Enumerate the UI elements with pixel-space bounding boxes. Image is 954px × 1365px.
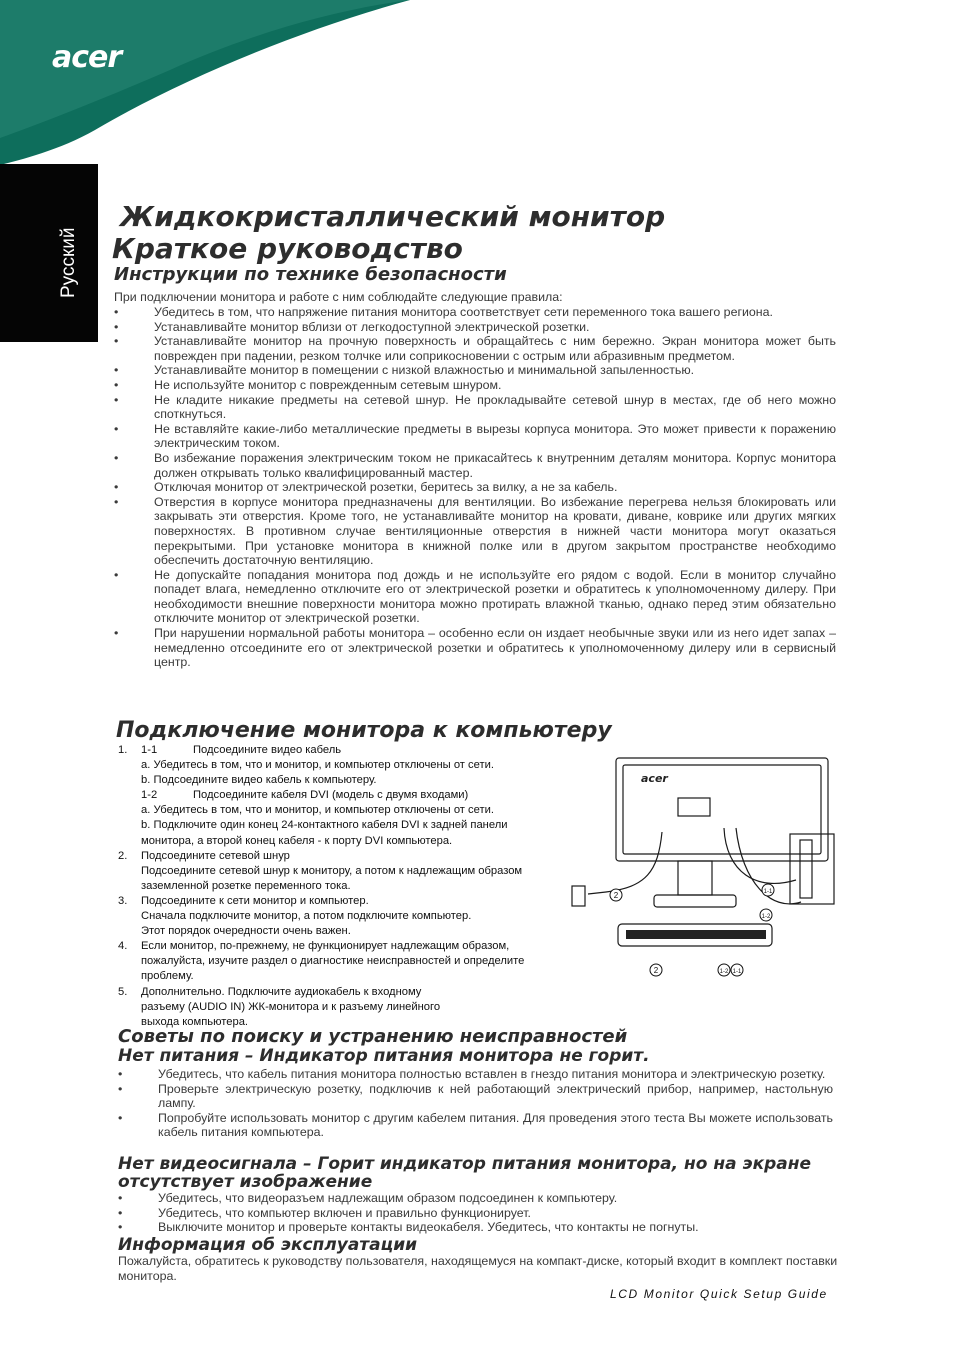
step-text: Подсоедините сетевой шнур к монитору, а потом к надлежащим образом bbox=[141, 864, 523, 877]
monitor-logo: acer bbox=[641, 772, 668, 785]
list-item-text: Убедитесь, что компьютер включен и правильно функционирует. bbox=[158, 1205, 531, 1220]
safety-list bbox=[114, 305, 836, 670]
list-item bbox=[114, 568, 836, 626]
bullet-icon: • bbox=[114, 450, 119, 465]
list-item-text: Отверстия в корпусе монитора предназначены для вентиляции. Во избежание перегрева нельзя блокировать или закрывать эти отверстия. Кроме того, не устанавливайте монитор на кровати, диване, коврике или других мягких поверхностях. В противном случае вентиляционные отверстия в нижней части монитора могут оказаться перекрытыми. При установке монитора в книжной полке или в другом закрытом пространстве необходимо обеспечить достаточную вентиляцию. bbox=[154, 494, 836, 568]
list-item-text: Не кладите никакие предметы на сетевой шнур. Не прокладывайте сетевой шнур в местах, где об него можно споткнуться. bbox=[154, 392, 836, 422]
safety-intro: При подключении монитора и работе с ним соблюдайте следующие правила: bbox=[114, 290, 563, 304]
callout-dvi-bottom: 1-2 bbox=[719, 969, 729, 975]
step-text: a. Убедитесь в том, что и монитор, и компьютер отключены от сети. bbox=[141, 759, 494, 772]
step-number: 3. bbox=[118, 894, 128, 907]
step-line bbox=[118, 818, 568, 833]
step-line bbox=[118, 879, 568, 894]
list-item bbox=[118, 1191, 833, 1206]
no-video-heading-line2: отсутствует изображение bbox=[118, 1172, 373, 1192]
list-item bbox=[118, 1220, 833, 1235]
step-line bbox=[118, 834, 568, 849]
vga-cable bbox=[724, 828, 796, 883]
bullet-icon: • bbox=[114, 319, 119, 334]
step-line bbox=[118, 849, 568, 864]
bullet-icon: • bbox=[118, 1110, 123, 1125]
step-line bbox=[118, 985, 568, 1000]
step-text: Сначала подключите монитор, а потом подключите компьютер. bbox=[141, 910, 472, 923]
list-item bbox=[118, 1111, 833, 1140]
step-line bbox=[118, 969, 568, 984]
step-line bbox=[118, 803, 568, 818]
operation-info-text: Пожалуйста, обратитесь к руководству пользователя, находящемуся на компакт-диске, который входит в комплект поставки монитора. bbox=[118, 1254, 838, 1283]
step-text: пожалуйста, изучите раздел о диагностике неисправностей и определите bbox=[141, 955, 525, 968]
step-text: проблему. bbox=[141, 970, 194, 983]
list-item bbox=[114, 480, 836, 495]
callout-vga-bottom: 1-1 bbox=[732, 969, 742, 975]
list-item bbox=[114, 320, 836, 335]
bullet-icon: • bbox=[118, 1067, 123, 1081]
bullet-icon: • bbox=[114, 334, 119, 349]
list-item bbox=[114, 422, 836, 451]
bullet-icon: • bbox=[114, 494, 119, 509]
bullet-icon: • bbox=[114, 392, 119, 407]
bullet-icon: • bbox=[114, 626, 119, 641]
list-item bbox=[114, 378, 836, 393]
step-text: Подсоедините сетевой шнур bbox=[141, 849, 290, 862]
list-item-text: Не допускайте попадания монитора под дождь и не используйте его рядом с водой. Если в монитор случайно попадет влага, немедленно отключите его от электрической розетки и обратитесь к уполномоченному дилеру. При необходимости внешние поверхности монитора можно протирать влажной тканью, однако перед этим обязательно отключите монитор от электрической розетки. bbox=[154, 567, 836, 626]
step-text: Подсоедините к сети монитор и компьютер. bbox=[141, 894, 369, 907]
list-item-text: Устанавливайте монитор на прочную поверхность и обращайтесь с ним бережно. Экран монитора может быть поврежден при падении, резком толчке или соприкосновении с острым или абразивным предметом. bbox=[154, 334, 836, 363]
list-item-text: Устанавливайте монитор вблизи от легкодоступной электрической розетки. bbox=[154, 319, 590, 334]
list-item-text: Убедитесь, что кабель питания монитора полностью вставлен в гнездо питания монитора и электрическую розетку. bbox=[158, 1067, 826, 1081]
monitor-label-plate bbox=[678, 798, 710, 816]
bullet-icon: • bbox=[118, 1191, 123, 1205]
list-item bbox=[118, 1067, 833, 1082]
list-item bbox=[114, 495, 836, 568]
step-text: b. Подключите один конец 24-контактного кабеля DVI к задней панели bbox=[141, 819, 508, 832]
callout-dvi: 1-2 bbox=[761, 914, 771, 920]
power-cable bbox=[588, 832, 662, 894]
list-item bbox=[114, 626, 836, 670]
no-power-heading: Нет питания – Индикатор питания монитора не горит. bbox=[118, 1046, 650, 1066]
callout-power: 2 bbox=[613, 891, 619, 900]
step-line bbox=[118, 773, 568, 788]
connection-diagram bbox=[566, 752, 846, 982]
troubleshooting-heading: Советы по поиску и устранению неисправностей bbox=[118, 1026, 628, 1047]
connect-heading: Подключение монитора к компьютеру bbox=[116, 718, 612, 743]
list-item bbox=[114, 363, 836, 378]
list-item-text: Отключая монитор от электрической розетки, беритесь за вилку, а не за кабель. bbox=[154, 480, 618, 495]
wall-outlet bbox=[572, 886, 585, 906]
header-banner bbox=[0, 0, 954, 170]
step-line bbox=[118, 1000, 568, 1015]
step-sub-code: 1-2 bbox=[141, 789, 158, 802]
monitor-bottom-strip bbox=[626, 930, 766, 939]
step-line bbox=[118, 758, 568, 773]
list-item-text: Устанавливайте монитор в помещении с низкой влажностью и минимальной запыленностью. bbox=[154, 363, 695, 378]
step-text: Подсоедините кабеля DVI (модель с двумя входами) bbox=[193, 789, 469, 802]
pc-side-panel bbox=[800, 840, 812, 898]
step-line bbox=[118, 924, 568, 939]
list-item-text: Проверьте электрическую розетку, подключив к ней работающий электрический прибор, например, настольную лампу. bbox=[158, 1081, 833, 1111]
list-item bbox=[118, 1206, 833, 1221]
list-item-text: При нарушении нормальной работы монитора – особенно если он издает необычные звуки или из него идет запах – немедленно отсоедините его от электрической розетки и обратитесь к уполномоченному дилеру или в сервисный центр. bbox=[154, 626, 836, 670]
step-text: заземленной розетке переменного тока. bbox=[141, 879, 351, 892]
list-item-text: Выключите монитор и проверьте контакты видеокабеля. Убедитесь, что контакты не погнуты. bbox=[158, 1220, 699, 1235]
step-text: Этот порядок очередности очень важен. bbox=[141, 925, 351, 938]
step-sub-code: 1-1 bbox=[141, 744, 158, 756]
monitor-stand bbox=[678, 861, 712, 895]
step-text: Подсоедините видео кабель bbox=[193, 744, 342, 756]
list-item bbox=[114, 393, 836, 422]
step-number: 4. bbox=[118, 940, 128, 953]
step-line bbox=[118, 894, 568, 909]
bullet-icon: • bbox=[114, 305, 119, 319]
step-text: монитора, а второй конец кабеля - к порту DVI компьютера. bbox=[141, 834, 453, 847]
step-text: Дополнительно. Подключите аудиокабель к входному bbox=[141, 985, 422, 998]
bullet-icon: • bbox=[118, 1081, 123, 1096]
monitor-base bbox=[654, 895, 736, 907]
bullet-icon: • bbox=[114, 567, 119, 582]
main-title: Жидкокристаллический монитор bbox=[120, 200, 666, 233]
no-video-list bbox=[118, 1191, 833, 1235]
connection-steps bbox=[118, 743, 568, 1030]
operation-info-heading: Информация об эксплуатации bbox=[118, 1235, 418, 1255]
step-line bbox=[118, 864, 568, 879]
list-item-text: Во избежание поражения электрическим током не прикасайтесь к внутренним деталям монитора. Корпус монитора должен открывать только квалифицированный мастер. bbox=[154, 450, 836, 480]
footer-guide-title: LCD Monitor Quick Setup Guide bbox=[610, 1287, 828, 1301]
bullet-icon: • bbox=[118, 1220, 123, 1235]
list-item-text: Попробуйте использовать монитор с другим кабелем питания. Для проведения этого теста Вы можете использовать кабель питания компьютера. bbox=[158, 1110, 833, 1140]
step-text: выхода компьютера. bbox=[141, 1015, 249, 1028]
bullet-icon: • bbox=[114, 421, 119, 436]
bullet-icon: • bbox=[118, 1205, 123, 1220]
list-item bbox=[118, 1082, 833, 1111]
step-line bbox=[118, 788, 568, 803]
list-item-text: Не используйте монитор с поврежденным сетевым шнуром. bbox=[154, 377, 502, 392]
callout-power-bottom: 2 bbox=[653, 966, 659, 975]
step-line bbox=[118, 909, 568, 924]
step-text: a. Убедитесь в том, что и монитор, и компьютер отключены от сети. bbox=[141, 804, 494, 817]
bullet-icon: • bbox=[114, 480, 119, 495]
list-item bbox=[114, 334, 836, 363]
step-number: 2. bbox=[118, 849, 128, 862]
step-number: 1. bbox=[118, 744, 128, 756]
step-line bbox=[118, 939, 568, 954]
language-side-tab bbox=[0, 164, 98, 342]
acer-logo: acer bbox=[52, 40, 122, 75]
list-item bbox=[114, 305, 836, 320]
language-label: Русский bbox=[58, 227, 79, 298]
bullet-icon: • bbox=[114, 377, 119, 392]
step-text: разъему (AUDIO IN) ЖК-монитора и к разъему линейного bbox=[141, 1000, 441, 1013]
no-power-list bbox=[118, 1067, 833, 1140]
list-item bbox=[114, 451, 836, 480]
step-line bbox=[118, 954, 568, 969]
sub-title: Краткое руководство bbox=[112, 232, 463, 265]
callout-vga: 1-1 bbox=[763, 889, 773, 895]
step-text: Если монитор, по-прежнему, не функционирует надлежащим образом, bbox=[141, 940, 510, 953]
no-video-heading-line1: Нет видеосигнала – Горит индикатор питания монитора, но на экране bbox=[118, 1154, 812, 1174]
step-text: b. Подсоедините видео кабель к компьютеру. bbox=[141, 774, 377, 787]
list-item-text: Не вставляйте какие-либо металлические предметы в вырезы корпуса монитора. Это может привести к поражению электрическим током. bbox=[154, 421, 836, 451]
list-item-text: Убедитесь в том, что напряжение питания монитора соответствует сети переменного тока вашего региона. bbox=[154, 305, 773, 319]
step-line bbox=[118, 743, 568, 758]
bullet-icon: • bbox=[114, 363, 119, 378]
step-number: 5. bbox=[118, 985, 128, 998]
safety-heading: Инструкции по технике безопасности bbox=[114, 264, 507, 285]
list-item-text: Убедитесь, что видеоразъем надлежащим образом подсоединен к компьютеру. bbox=[158, 1191, 618, 1205]
